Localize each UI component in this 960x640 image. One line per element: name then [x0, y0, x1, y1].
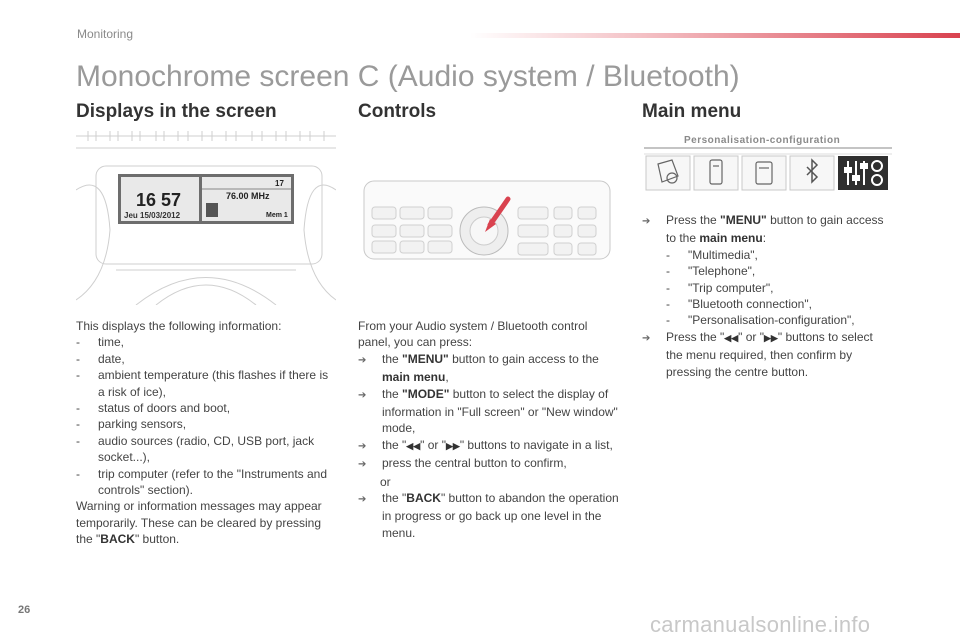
displays-item: - trip computer (refer to the "Instruments and controls" section).	[76, 466, 328, 498]
header-rule	[470, 33, 960, 38]
displays-text	[76, 318, 338, 548]
display-screen-illustration	[76, 130, 336, 305]
main-menu-item: - "Personalisation-configuration",	[666, 313, 855, 328]
main-menu-heading: Main menu	[642, 101, 742, 122]
page-title: Monochrome screen C (Audio system / Bluetooth)	[76, 60, 740, 93]
watermark[interactable]: carmanualsonline.info	[650, 612, 871, 637]
main-menu-item: - "Trip computer",	[666, 280, 774, 295]
page-number: 26	[18, 604, 31, 616]
display-time: 16 57	[136, 190, 182, 210]
controls-item-navigate: ➔ the "◀◀" or "▶▶" buttons to navigate in a list,	[358, 437, 613, 452]
controls-heading: Controls	[358, 101, 437, 122]
controls-item-menu: ➔ the "MENU" button to gain access to the main menu,	[358, 351, 599, 385]
controls-item-mode: ➔ the "MODE" button to select the display of information in "Full screen" or "New window" mode,	[358, 386, 618, 436]
displays-item: - status of doors and boot,	[76, 401, 231, 416]
display-temperature: 17	[275, 179, 284, 188]
displays-intro: This displays the following information:	[76, 319, 282, 333]
controls-item-confirm: ➔ press the central button to confirm,	[358, 456, 567, 471]
main-menu-text	[642, 212, 892, 380]
displays-item: - time,	[76, 335, 125, 350]
main-menu-item: - "Multimedia",	[666, 247, 758, 262]
controls-intro: From your Audio system / Bluetooth control panel, you can press:	[358, 319, 588, 350]
controls-text	[358, 318, 620, 541]
main-menu-item: - "Bluetooth connection",	[666, 297, 812, 312]
displays-item: - date,	[76, 351, 125, 366]
controls-item-back: ➔ the "BACK" button to abandon the operation in progress or go back up one level in the menu.	[358, 491, 619, 540]
section-label: Monitoring	[77, 27, 134, 41]
displays-item: - audio sources (radio, CD, USB port, jack socket...),	[76, 433, 315, 465]
displays-item: - parking sensors,	[76, 417, 187, 432]
main-menu-item: - "Telephone",	[666, 264, 756, 279]
displays-warning: Warning or information messages may appear temporarily. These can be cleared by pressing the "BACK" button.	[76, 499, 322, 547]
controls-or: or	[380, 474, 391, 489]
menu-figure-label: Personalisation-configuration	[684, 135, 841, 146]
main-menu-illustration	[644, 132, 894, 194]
main-menu-step-2: ➔ Press the "◀◀" or "▶▶" buttons to select the menu required, then confirm by pressing the centre button.	[642, 329, 873, 379]
displays-item: - ambient temperature (this flashes if there is a risk of ice),	[76, 368, 329, 399]
display-date: Jeu 15/03/2012	[124, 211, 181, 220]
display-frequency: 76.00 MHz	[226, 191, 270, 201]
control-panel-illustration	[358, 175, 616, 265]
display-memory: Mem 1	[266, 212, 288, 219]
radio-source-icon	[206, 203, 218, 217]
main-menu-step-1: ➔ Press the "MENU" button to gain access to the main menu:	[642, 213, 884, 246]
displays-heading: Displays in the screen	[76, 101, 277, 122]
